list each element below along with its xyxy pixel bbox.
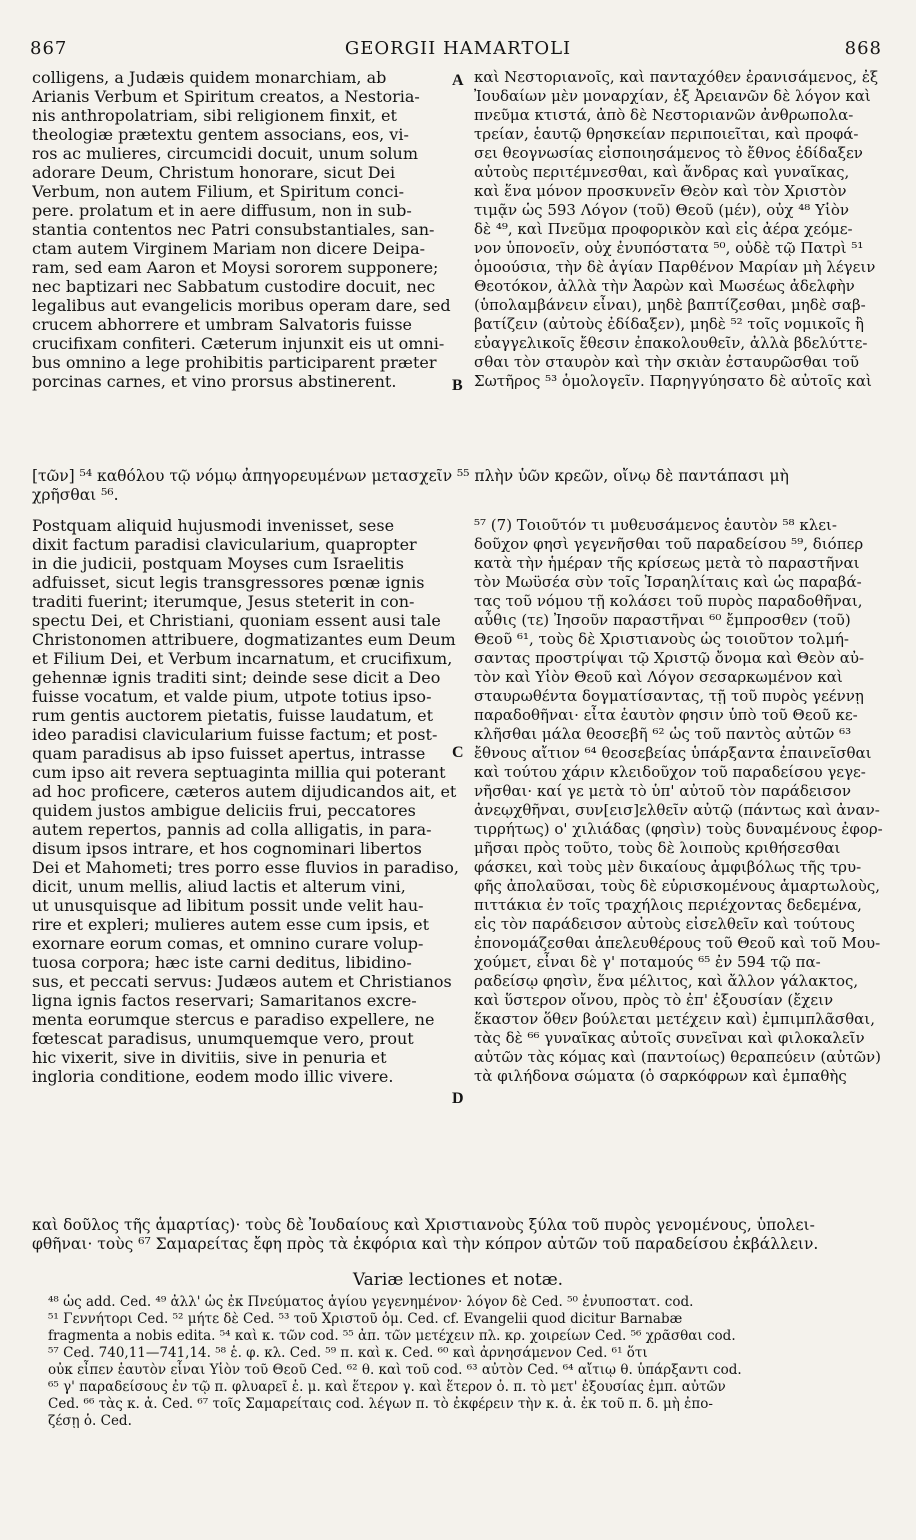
text-line: καὶ ἕνα μόνον προσκυνεῖν Θεὸν καὶ τὸν Χριστὸν: [474, 182, 847, 200]
text-line: quam paradisus ab ipso fuisset apertus, intrasse: [32, 744, 426, 763]
text-line: in die judicii, postquam Moyses cum Israelitis: [32, 554, 405, 573]
text-line: tuosa corpora; hæc iste carni deditus, libidino-: [32, 953, 412, 972]
text-line: τρείαν, ἑαυτῷ θρησκείαν περιποιεῖται, καὶ προφά-: [474, 125, 859, 143]
text-line: μῆσαι πρὸς τοῦτο, τοὺς δὲ λοιποὺς κριθήσεσθαι: [474, 839, 841, 857]
text-line: καὶ δοῦλος τῆς ἁμαρτίας)· τοὺς δὲ Ἰουδαίους καὶ Χριστιανοὺς ξύλα τοῦ πυρὸς γενομένους, ὑπολει-: [32, 1216, 815, 1234]
text-line: οὐκ εἶπεν ἑαυτὸν εἶναι Υἱὸν τοῦ Θεοῦ Ced. ⁶² θ. καὶ τοῦ cod. ⁶³ αὐτὸν Ced. ⁶⁴ αἴτιῳ θ. ὑπάρξαντι cod.: [48, 1362, 742, 1378]
text-line: ros ac mulieres, circumcidi docuit, unum solum: [32, 144, 418, 163]
text-line: [τῶν] ⁵⁴ καθόλου τῷ νόμῳ ἀπηγορευμένων μετασχεῖν ⁵⁵ πλὴν ὑῶν κρεῶν, οἴνῳ δὲ παντάπασι μὴ: [32, 467, 789, 485]
text-line: κατὰ τὴν ἡμέραν τῆς κρίσεως μετὰ τὸ παραστῆναι: [474, 554, 860, 572]
text-line: Arianis Verbum et Spiritum creatos, a Nestoria-: [32, 87, 420, 106]
text-line: adorare Deum, Christum honorare, sicut Dei: [32, 163, 396, 182]
margin-marker-a: A: [452, 72, 464, 89]
text-line: pere. prolatum et in aere diffusum, non in sub-: [32, 201, 412, 220]
text-line: τὰς δὲ ⁶⁶ γυναῖκας αὐτοῖς συνεῖναι καὶ φιλοκαλεῖν: [474, 1029, 865, 1047]
text-line: Ἰουδαίων μὲν μοναρχίαν, ἐξ Ἀρειανῶν δὲ λόγον καὶ: [474, 87, 871, 105]
text-line: dixit factum paradisi clavicularium, quapropter: [32, 535, 417, 554]
text-line: cum ipso ait revera septuaginta millia qui poterant: [32, 763, 446, 782]
text-line: Θεοτόκον, ἀλλὰ τὴν Ἀαρὼν καὶ Μωσέως ἀδελφὴν: [474, 277, 855, 295]
text-line: ligna ignis factos reservari; Samaritanos excre-: [32, 991, 417, 1010]
text-line: ⁶⁵ γ' παραδείσους ἐν τῷ π. φλυαρεῖ ἑ. μ. καὶ ἕτερον γ. καὶ ἕτερον ὀ. π. τὸ μετ' ἐξουσίας ἐμπ. αὐτῶν: [48, 1379, 726, 1395]
text-line: αὐτῶν τὰς κόμας καὶ (παντοίως) θεραπεύειν (αὐτῶν): [474, 1048, 881, 1066]
text-line: νῆσθαι· καί γε μετὰ τὸ ὑπ' αὐτοῦ τὸν παράδεισον: [474, 782, 851, 800]
text-line: ctam autem Virginem Mariam non dicere Deipa-: [32, 239, 426, 258]
text-line: crucifixam confiteri. Cæterum injunxit eis ut omni-: [32, 334, 445, 353]
text-line: πιττάκια ἐν τοῖς τραχήλοις περιέχοντας δεδεμένα,: [474, 896, 862, 914]
text-line: sus, et peccati servus: Judæos autem et Christianos: [32, 972, 452, 991]
text-line: χούμετ, εἶναι δὲ γ' ποταμούς ⁶⁵ ἐν 594 τῷ πα-: [474, 953, 821, 971]
text-line: dicit, unum mellis, aliud lactis et alterum vini,: [32, 877, 406, 896]
latin-column-section2: [32, 516, 460, 1086]
greek-column-section1: [474, 68, 894, 391]
text-line: Σωτῆρος ⁵³ ὁμολογεῖν. Παρηγγύησατο δὲ αὐτοῖς καὶ: [474, 372, 872, 390]
text-line: rum gentis auctorem pietatis, fuisse laudatum, et: [32, 706, 434, 725]
text-line: quidem justos ambigue deliciis frui, peccatores: [32, 801, 416, 820]
text-line: ad hoc proficere, cæteros autem dijudicandos ait, et: [32, 782, 457, 801]
text-line: et Filium Dei, et Verbum incarnatum, et crucifixum,: [32, 649, 453, 668]
text-line: σει θεογνωσίας εἰσποιησάμενος τὸ ἔθνος ἐδίδαξεν: [474, 144, 863, 162]
text-line: κλῆσθαι μάλα θεοσεβῆ ⁶² ὡς τοῦ παντὸς αὐτῶν ⁶³: [474, 725, 852, 743]
text-line: ⁵¹ Γεννήτορι Ced. ⁵² μήτε δὲ Ced. ⁵³ τοῦ Χριστοῦ ὁμ. Ced. cf. Evangelii quod dicitur Barnabæ: [48, 1311, 683, 1327]
text-line: rire et expleri; mulieres autem esse cum ipsis, et: [32, 915, 430, 934]
text-line: τιρρήτως) ο' χιλιάδας (φησὶν) τοὺς δυναμένους ἐφορ-: [474, 820, 883, 838]
text-line: bus omnino a lege prohibitis participarent præter: [32, 353, 437, 372]
text-line: Θεοῦ ⁶¹, τοὺς δὲ Χριστιανοὺς ὡς τοιοῦτον τολμή-: [474, 630, 849, 648]
text-line: τὰ φιλήδονα σώματα (ὁ σαρκόφρων καὶ ἐμπαθὴς: [474, 1067, 847, 1085]
text-line: traditi fuerint; iterumque, Jesus steterit in con-: [32, 592, 415, 611]
text-line: ἐπονομάζεσθαι ἀπελευθέρους τοῦ Θεοῦ καὶ τοῦ Μου-: [474, 934, 881, 952]
text-line: ingloria conditione, eodem modo illic vivere.: [32, 1067, 394, 1086]
text-line: nec baptizari nec Sabbatum custodire docuit, nec: [32, 277, 436, 296]
greek-column-section2: [474, 516, 894, 1086]
text-line: νον ὑπονοεῖν, οὐχ ἐνυπόστατα ⁵⁰, οὐδὲ τῷ Πατρὶ ⁵¹: [474, 239, 864, 257]
text-line: gehennæ ignis traditi sint; deinde sese dicit a Deo: [32, 668, 441, 687]
text-line: (ὑπολαμβάνειν εἶναι), μηδὲ βαπτίζεσθαι, μηδὲ σαβ-: [474, 296, 866, 314]
text-line: ram, sed eam Aaron et Moysi sororem supponere;: [32, 258, 439, 277]
text-line: porcinas carnes, et vino prorsus abstinerent.: [32, 372, 397, 391]
full-width-greek-section2: [32, 1216, 888, 1254]
text-line: σταυρωθέντα δογματίσαντας, τῇ τοῦ πυρὸς γεέννῃ: [474, 687, 864, 705]
text-line: ζέσῃ ὁ. Ced.: [48, 1413, 132, 1429]
text-line: τὸν καὶ Υἱὸν Θεοῦ καὶ Λόγον σεσαρκωμένον καὶ: [474, 668, 843, 686]
text-line: ραδείσῳ φησὶν, ἕνα μέλιτος, καὶ ἄλλον γάλακτος,: [474, 972, 859, 990]
text-line: autem repertos, pannis ad colla alligatis, in para-: [32, 820, 432, 839]
text-line: Verbum, non autem Filium, et Spiritum conci-: [32, 182, 404, 201]
text-line: hic vixerit, sive in divitiis, sive in penuria et: [32, 1048, 387, 1067]
text-line: τιμᾷν ὡς 593 Λόγον (τοῦ) Θεοῦ (μέν), οὐχ ⁴⁸ Υἱὸν: [474, 201, 850, 219]
text-line: βατίζειν (αὐτοὺς ἐδίδαξεν), μηδὲ ⁵² τοῖς νομικοῖς ἢ: [474, 315, 865, 333]
margin-marker-b: B: [452, 377, 463, 394]
text-line: ἔθνους αἴτιον ⁶⁴ θεοσεβείας ὑπάρξαντα ἐπαινεῖσθαι: [474, 744, 872, 762]
text-line: καὶ ὕστερον οἴνου, πρὸς τὸ ἐπ' ἐξουσίαν (ἔχειν: [474, 991, 834, 1009]
text-line: disum ipsos intrare, et hos cognominari libertos: [32, 839, 422, 858]
notes-title: Variæ lectiones et notæ.: [352, 1270, 564, 1290]
text-line: ut unusquisque ad libitum possit unde velit hau-: [32, 896, 424, 915]
text-line: Postquam aliquid hujusmodi invenisset, sese: [32, 516, 395, 535]
text-line: spectu Dei, et Christiani, quoniam essent ausi tale: [32, 611, 441, 630]
text-line: Ced. ⁶⁶ τὰς κ. ἀ. Ced. ⁶⁷ τοῖς Σαμαρείταις cod. λέγων π. τὸ ἐκφέρειν τὴν κ. ἀ. ἐκ τοῦ π. δ. μὴ ἐπο-: [48, 1396, 713, 1412]
text-line: φθῆναι· τοὺς ⁶⁷ Σαμαρείτας ἔφη πρὸς τὰ ἐκφόρια καὶ τὴν κόπρον αὐτῶν τοῦ παραδείσου ἐκβάλλειν.: [32, 1235, 819, 1253]
text-line: φάσκει, καὶ τοὺς μὲν δικαίους ἀμφιβόλως τῆς τρυ-: [474, 858, 862, 876]
text-line: stantia contentos nec Patri consubstantiales, san-: [32, 220, 435, 239]
margin-marker-c: C: [452, 744, 464, 761]
text-line: καὶ τούτου χάριν κλειδοῦχον τοῦ παραδείσου γεγε-: [474, 763, 866, 781]
text-line: adfuisset, sicut legis transgressores pœnæ ignis: [32, 573, 425, 592]
text-line: theologiæ prætextu gentem associans, eos, vi-: [32, 125, 409, 144]
text-line: legalibus aut evangelicis moribus operam dare, sed: [32, 296, 451, 315]
text-line: τας τοῦ νόμου τῇ κολάσει τοῦ πυρὸς παραδοθῆναι,: [474, 592, 863, 610]
right-page-number: 868: [844, 38, 882, 59]
latin-column-section1: [32, 68, 460, 391]
text-line: Dei et Mahometi; tres porro esse fluvios in paradiso,: [32, 858, 460, 877]
text-line: πνεῦμα κτιστά, ἀπὸ δὲ Νεστοριανῶν ἀνθρωπολα-: [474, 106, 854, 124]
text-line: φῆς ἀπολαῦσαι, τοὺς δὲ εὑρισκομένους ἁμαρτωλοὺς,: [474, 877, 881, 895]
text-line: δὲ ⁴⁹, καὶ Πνεῦμα προφορικὸν καὶ εἰς ἀέρα χεόμε-: [474, 220, 853, 238]
text-line: ideo paradisi clavicularium fuisse factum; et post-: [32, 725, 438, 744]
text-line: ⁵⁷ Ced. 740,11—741,14. ⁵⁸ ἑ. φ. κλ. Ced. ⁵⁹ π. καὶ κ. Ced. ⁶⁰ καὶ ἀρνησάμενον Ced. ⁶¹ ὅτι: [48, 1345, 648, 1361]
text-line: colligens, a Judæis quidem monarchiam, ab: [32, 68, 387, 87]
text-line: fuisse vocatum, et valde pium, utpote totius ipso-: [32, 687, 432, 706]
text-line: crucem abhorrere et umbram Salvatoris fuisse: [32, 315, 412, 334]
text-line: αὐτοὺς περιτέμνεσθαι, καὶ ἄνδρας καὶ γυναῖκας,: [474, 163, 850, 181]
text-line: ⁵⁷ (7) Τοιοῦτόν τι μυθευσάμενος ἑαυτὸν ⁵⁸ κλει-: [474, 516, 837, 534]
text-line: τὸν Μωϋσέα σὺν τοῖς Ἰσραηλίταις καὶ ὡς παραβά-: [474, 573, 862, 591]
margin-marker-d: D: [452, 1090, 464, 1107]
text-line: σθαι τὸν σταυρὸν καὶ τὴν σκιὰν ἐσταυρῶσθαι τοῦ: [474, 353, 860, 371]
running-header: [24, 38, 892, 66]
text-line: ὁμοούσια, τὴν δὲ ἁγίαν Παρθένον Μαρίαν μὴ λέγειν: [474, 258, 876, 276]
full-width-greek-section1: [32, 467, 888, 505]
text-line: nis anthropolatriam, sibi religionem finxit, et: [32, 106, 397, 125]
running-title: GEORGII HAMARTOLI: [344, 38, 572, 59]
text-line: ἀνεῳχθῆναι, συν[εισ]ελθεῖν αὐτῷ (πάντως καὶ ἀναν-: [474, 801, 880, 819]
text-line: Christonomen attribuere, dogmatizantes eum Deum: [32, 630, 456, 649]
text-line: fœtescat paradisus, unumquemque vero, prout: [32, 1029, 414, 1048]
left-page-number: 867: [30, 38, 68, 59]
text-line: δοῦχον φησὶ γεγενῆσθαι τοῦ παραδείσου ⁵⁹, διόπερ: [474, 535, 864, 553]
text-line: exornare eorum comas, et omnino curare volup-: [32, 934, 424, 953]
text-line: εὐαγγελικοῖς ἔθεσιν ἐπακολουθεῖν, ἀλλὰ βδελύττε-: [474, 334, 868, 352]
text-line: χρῆσθαι ⁵⁶.: [32, 486, 119, 504]
text-line: εἰς τὸν παράδεισον αὐτοὺς εἰσελθεῖν καὶ τούτους: [474, 915, 855, 933]
text-line: ἕκαστον ὅθεν βούλεται μετέχειν καὶ) ἐμπιμπλᾶσθαι,: [474, 1010, 875, 1028]
text-line: καὶ Νεστοριανοῖς, καὶ πανταχόθεν ἐρανισάμενος, ἐξ: [474, 68, 879, 86]
text-line: fragmenta a nobis edita. ⁵⁴ καὶ κ. τῶν cod. ⁵⁵ ἀπ. τῶν μετέχειν πλ. κρ. χοιρείων Ced. ⁵⁶ χρᾶσθαι cod.: [48, 1328, 736, 1344]
notes-block: [48, 1294, 892, 1430]
text-line: παραδοθῆναι· εἶτα ἑαυτὸν φησιν ὑπὸ τοῦ Θεοῦ κε-: [474, 706, 858, 724]
text-line: menta eorumque stercus e paradiso expellere, ne: [32, 1010, 435, 1029]
text-line: ⁴⁸ ὡς add. Ced. ⁴⁹ ἀλλ' ὡς ἐκ Πνεύματος ἁγίου γεγενημένον· λόγον δὲ Ced. ⁵⁰ ἐνυποστατ. cod.: [48, 1294, 694, 1310]
text-line: αὖθις (τε) Ἰησοῦν παραστῆναι ⁶⁰ ἔμπροσθεν (τοῦ): [474, 611, 851, 629]
text-line: σαντας προστρίψαι τῷ Χριστῷ ὄνομα καὶ Θεὸν αὐ-: [474, 649, 865, 667]
